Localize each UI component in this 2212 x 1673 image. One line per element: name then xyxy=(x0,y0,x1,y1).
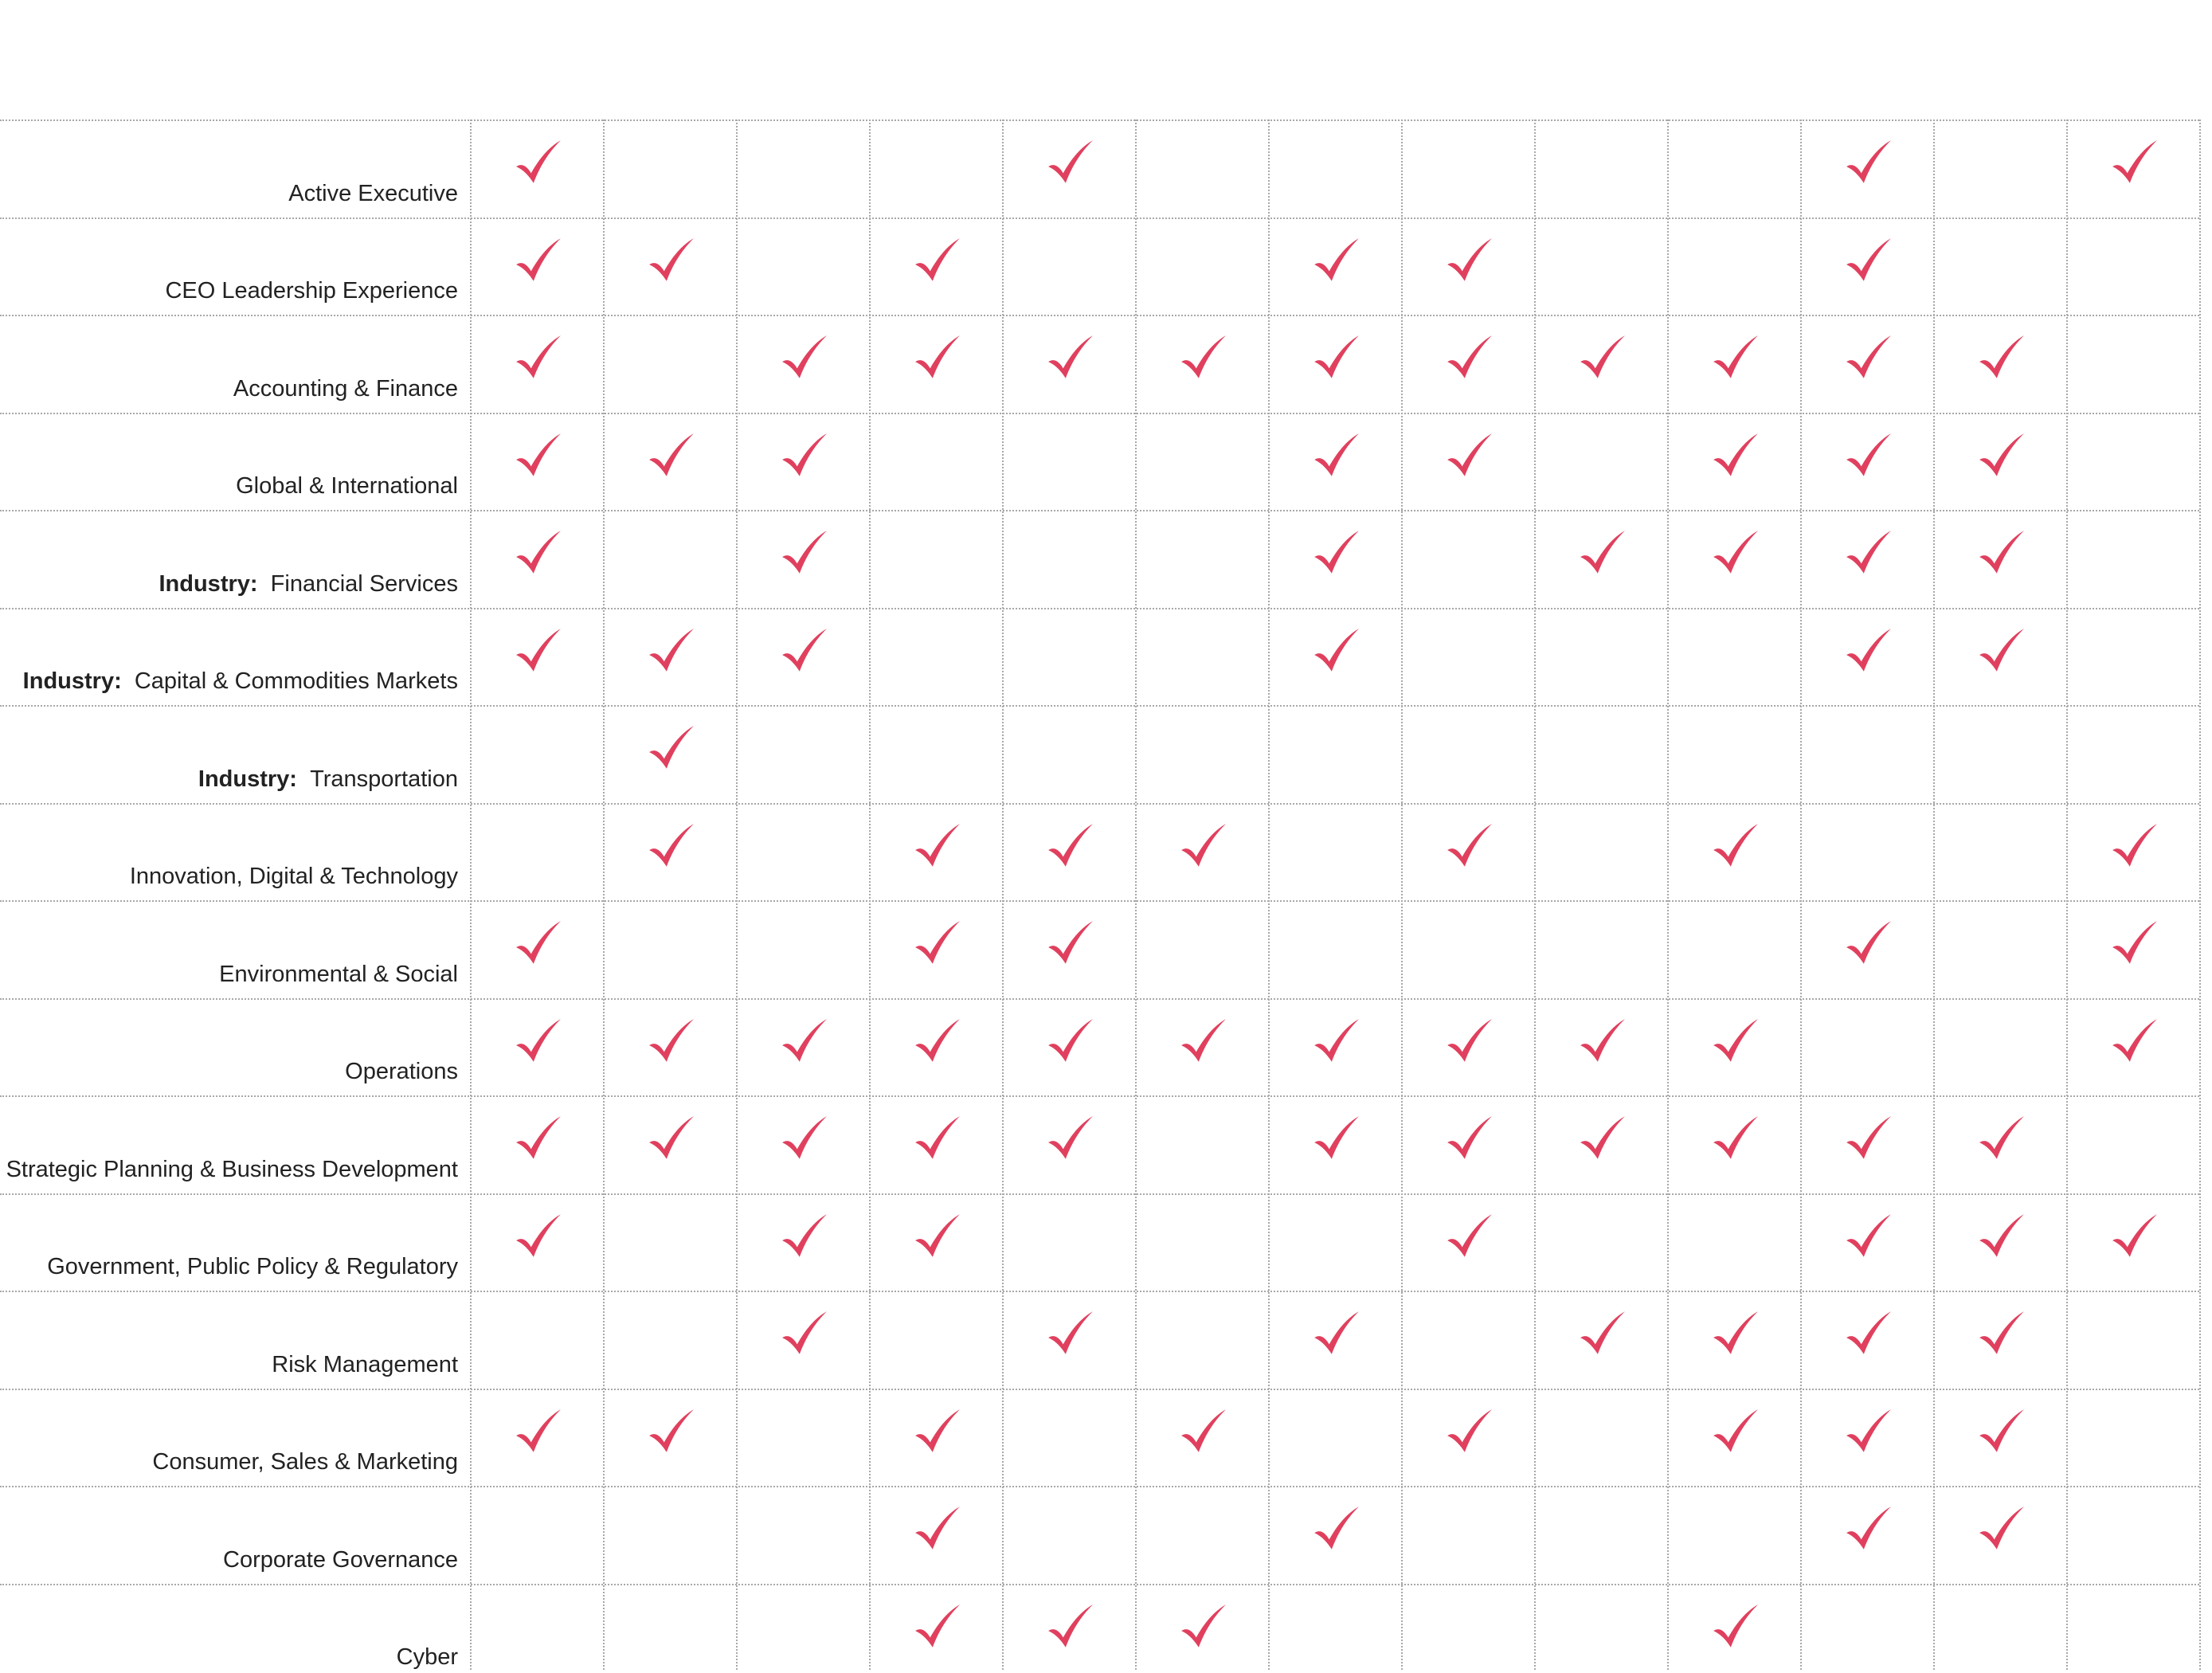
skill-prefix: Industry: xyxy=(22,668,122,694)
skill-name: Strategic Planning & Business Development xyxy=(6,1156,458,1182)
grid-column-divider xyxy=(1268,120,1270,1670)
grid-row-divider xyxy=(0,998,2199,1000)
skill-prefix: Industry: xyxy=(159,570,258,597)
checkmark-icon xyxy=(779,1115,828,1164)
grid-row-divider xyxy=(0,120,2199,121)
checkmark-icon xyxy=(1577,1310,1627,1359)
skill-label xyxy=(0,275,458,307)
checkmark-icon xyxy=(1178,334,1227,383)
checkmark-icon xyxy=(1710,1310,1760,1359)
checkmark-icon xyxy=(1444,334,1494,383)
grid-row-divider xyxy=(0,1193,2199,1195)
skill-label xyxy=(0,958,458,990)
checkmark-icon xyxy=(779,1017,828,1067)
skill-name: Accounting & Finance xyxy=(233,375,458,402)
skill-label xyxy=(0,1446,458,1478)
checkmark-icon xyxy=(1311,627,1360,676)
checkmark-icon xyxy=(912,237,961,286)
checkmark-icon xyxy=(779,1310,828,1359)
grid-row-divider xyxy=(0,510,2199,511)
checkmark-icon xyxy=(513,627,562,676)
checkmark-icon xyxy=(912,1115,961,1164)
checkmark-icon xyxy=(1178,1017,1227,1067)
skill-label xyxy=(0,763,458,795)
checkmark-icon xyxy=(1311,1310,1360,1359)
checkmark-icon xyxy=(513,1408,562,1457)
skill-name: Risk Management xyxy=(272,1351,458,1377)
checkmark-icon xyxy=(646,724,695,774)
skill-name: Environmental & Social xyxy=(219,961,458,987)
grid-column-divider xyxy=(1800,120,1802,1670)
checkmark-icon xyxy=(1311,334,1360,383)
checkmark-icon xyxy=(2109,822,2159,872)
grid-row-divider xyxy=(0,1584,2199,1585)
checkmark-icon xyxy=(646,1115,695,1164)
checkmark-icon xyxy=(1045,334,1094,383)
checkmark-icon xyxy=(1045,1603,1094,1652)
skill-name: Government, Public Policy & Regulatory xyxy=(47,1254,458,1279)
grid-column-divider xyxy=(1401,120,1403,1670)
checkmark-icon xyxy=(1976,1115,2026,1164)
checkmark-icon xyxy=(1976,1408,2026,1457)
checkmark-icon xyxy=(513,1017,562,1067)
checkmark-icon xyxy=(1710,334,1760,383)
checkmark-icon xyxy=(1045,1017,1094,1067)
checkmark-icon xyxy=(1843,529,1893,578)
skill-name: Consumer, Sales & Marketing xyxy=(152,1449,458,1475)
checkmark-icon xyxy=(1843,237,1893,286)
checkmark-icon xyxy=(1444,1408,1494,1457)
checkmark-icon xyxy=(779,529,828,578)
checkmark-icon xyxy=(1178,822,1227,872)
skill-name: Corporate Governance xyxy=(223,1546,458,1573)
checkmark-icon xyxy=(1843,1505,1893,1554)
checkmark-icon xyxy=(1710,529,1760,578)
checkmark-icon xyxy=(1045,919,1094,969)
checkmark-icon xyxy=(1843,432,1893,481)
checkmark-icon xyxy=(1311,237,1360,286)
skill-label xyxy=(0,1544,458,1576)
checkmark-icon xyxy=(513,1115,562,1164)
checkmark-icon xyxy=(513,529,562,578)
checkmark-icon xyxy=(912,334,961,383)
grid-row-divider xyxy=(0,705,2199,707)
checkmark-icon xyxy=(1976,1310,2026,1359)
checkmark-icon xyxy=(1710,1408,1760,1457)
checkmark-icon xyxy=(1843,334,1893,383)
checkmark-icon xyxy=(912,1213,961,1262)
checkmark-icon xyxy=(1843,1115,1893,1164)
checkmark-icon xyxy=(2109,1017,2159,1067)
skill-name: Transportation xyxy=(310,766,458,792)
skill-label xyxy=(0,1349,458,1381)
checkmark-icon xyxy=(779,334,828,383)
checkmark-icon xyxy=(646,237,695,286)
checkmark-icon xyxy=(1976,627,2026,676)
checkmark-icon xyxy=(912,1017,961,1067)
skill-name: CEO Leadership Experience xyxy=(165,278,458,304)
checkmark-icon xyxy=(513,1213,562,1262)
checkmark-icon xyxy=(1178,1408,1227,1457)
skill-label xyxy=(0,665,458,697)
checkmark-icon xyxy=(513,919,562,969)
grid-column-divider xyxy=(2066,120,2068,1670)
checkmark-icon xyxy=(1710,1115,1760,1164)
checkmark-icon xyxy=(1710,1603,1760,1652)
checkmark-icon xyxy=(1843,139,1893,188)
checkmark-icon xyxy=(1444,1213,1494,1262)
checkmark-icon xyxy=(1444,432,1494,481)
checkmark-icon xyxy=(1444,1017,1494,1067)
skill-prefix: Industry: xyxy=(198,766,297,792)
checkmark-icon xyxy=(779,627,828,676)
grid-row-divider xyxy=(0,608,2199,609)
grid-row-divider xyxy=(0,413,2199,414)
skill-label xyxy=(0,373,458,405)
checkmark-icon xyxy=(646,432,695,481)
checkmark-icon xyxy=(1976,529,2026,578)
checkmark-icon xyxy=(912,1408,961,1457)
checkmark-icon xyxy=(779,1213,828,1262)
checkmark-icon xyxy=(1444,822,1494,872)
grid-column-divider xyxy=(2199,120,2201,1670)
checkmark-icon xyxy=(1843,1408,1893,1457)
checkmark-icon xyxy=(2109,139,2159,188)
grid-column-divider xyxy=(869,120,871,1670)
skill-name: Cyber xyxy=(396,1644,458,1670)
checkmark-icon xyxy=(1045,1310,1094,1359)
grid-column-divider xyxy=(603,120,605,1670)
skill-name: Active Executive xyxy=(288,180,458,206)
checkmark-icon xyxy=(1311,529,1360,578)
checkmark-icon xyxy=(513,139,562,188)
checkmark-icon xyxy=(912,919,961,969)
checkmark-icon xyxy=(1311,1017,1360,1067)
skill-label xyxy=(0,1641,458,1673)
skill-label xyxy=(0,860,458,892)
grid-row-divider xyxy=(0,1389,2199,1390)
checkmark-icon xyxy=(1045,139,1094,188)
checkmark-icon xyxy=(1843,1213,1893,1262)
checkmark-icon xyxy=(1311,1505,1360,1554)
checkmark-icon xyxy=(1577,1017,1627,1067)
checkmark-icon xyxy=(1710,822,1760,872)
checkmark-icon xyxy=(1710,432,1760,481)
grid-column-divider xyxy=(1135,120,1137,1670)
checkmark-icon xyxy=(2109,919,2159,969)
checkmark-icon xyxy=(1311,432,1360,481)
grid-column-divider xyxy=(470,120,472,1670)
grid-column-divider xyxy=(736,120,738,1670)
grid-row-divider xyxy=(0,1291,2199,1292)
checkmark-icon xyxy=(1976,1505,2026,1554)
skill-label xyxy=(0,568,458,600)
grid-row-divider xyxy=(0,217,2199,219)
checkmark-icon xyxy=(513,334,562,383)
grid-column-divider xyxy=(1667,120,1669,1670)
checkmark-icon xyxy=(1843,627,1893,676)
checkmark-icon xyxy=(1976,1213,2026,1262)
checkmark-icon xyxy=(1311,1115,1360,1164)
checkmark-icon xyxy=(1710,1017,1760,1067)
skill-label xyxy=(0,1251,458,1283)
checkmark-icon xyxy=(1843,1310,1893,1359)
skill-name: Capital & Commodities Markets xyxy=(134,668,458,694)
checkmark-icon xyxy=(779,432,828,481)
skill-label xyxy=(0,470,458,502)
checkmark-icon xyxy=(1045,822,1094,872)
checkmark-icon xyxy=(1577,529,1627,578)
checkmark-icon xyxy=(513,237,562,286)
checkmark-icon xyxy=(1178,1603,1227,1652)
checkmark-icon xyxy=(912,1505,961,1554)
grid-column-divider xyxy=(1933,120,1935,1670)
checkmark-icon xyxy=(2109,1213,2159,1262)
skill-label xyxy=(0,178,458,210)
checkmark-icon xyxy=(646,627,695,676)
checkmark-icon xyxy=(513,432,562,481)
checkmark-icon xyxy=(1577,1115,1627,1164)
checkmark-icon xyxy=(1976,432,2026,481)
grid-column-divider xyxy=(1002,120,1004,1670)
skill-label xyxy=(0,1154,458,1185)
checkmark-icon xyxy=(1976,334,2026,383)
grid-column-divider xyxy=(1534,120,1536,1670)
skill-name: Financial Services xyxy=(270,570,458,597)
checkmark-icon xyxy=(646,1408,695,1457)
checkmark-icon xyxy=(912,822,961,872)
skill-name: Innovation, Digital & Technology xyxy=(129,864,458,889)
checkmark-icon xyxy=(912,1603,961,1652)
checkmark-icon xyxy=(1045,1115,1094,1164)
skill-name: Operations xyxy=(345,1059,458,1084)
checkmark-icon xyxy=(1444,237,1494,286)
checkmark-icon xyxy=(646,822,695,872)
grid-row-divider xyxy=(0,315,2199,316)
skill-label xyxy=(0,1056,458,1087)
grid-row-divider xyxy=(0,1486,2199,1487)
checkmark-icon xyxy=(646,1017,695,1067)
grid-row-divider xyxy=(0,803,2199,805)
checkmark-icon xyxy=(1843,919,1893,969)
checkmark-icon xyxy=(1444,1115,1494,1164)
skill-name: Global & International xyxy=(236,473,458,499)
grid-row-divider xyxy=(0,900,2199,902)
grid-row-divider xyxy=(0,1095,2199,1097)
checkmark-icon xyxy=(1577,334,1627,383)
